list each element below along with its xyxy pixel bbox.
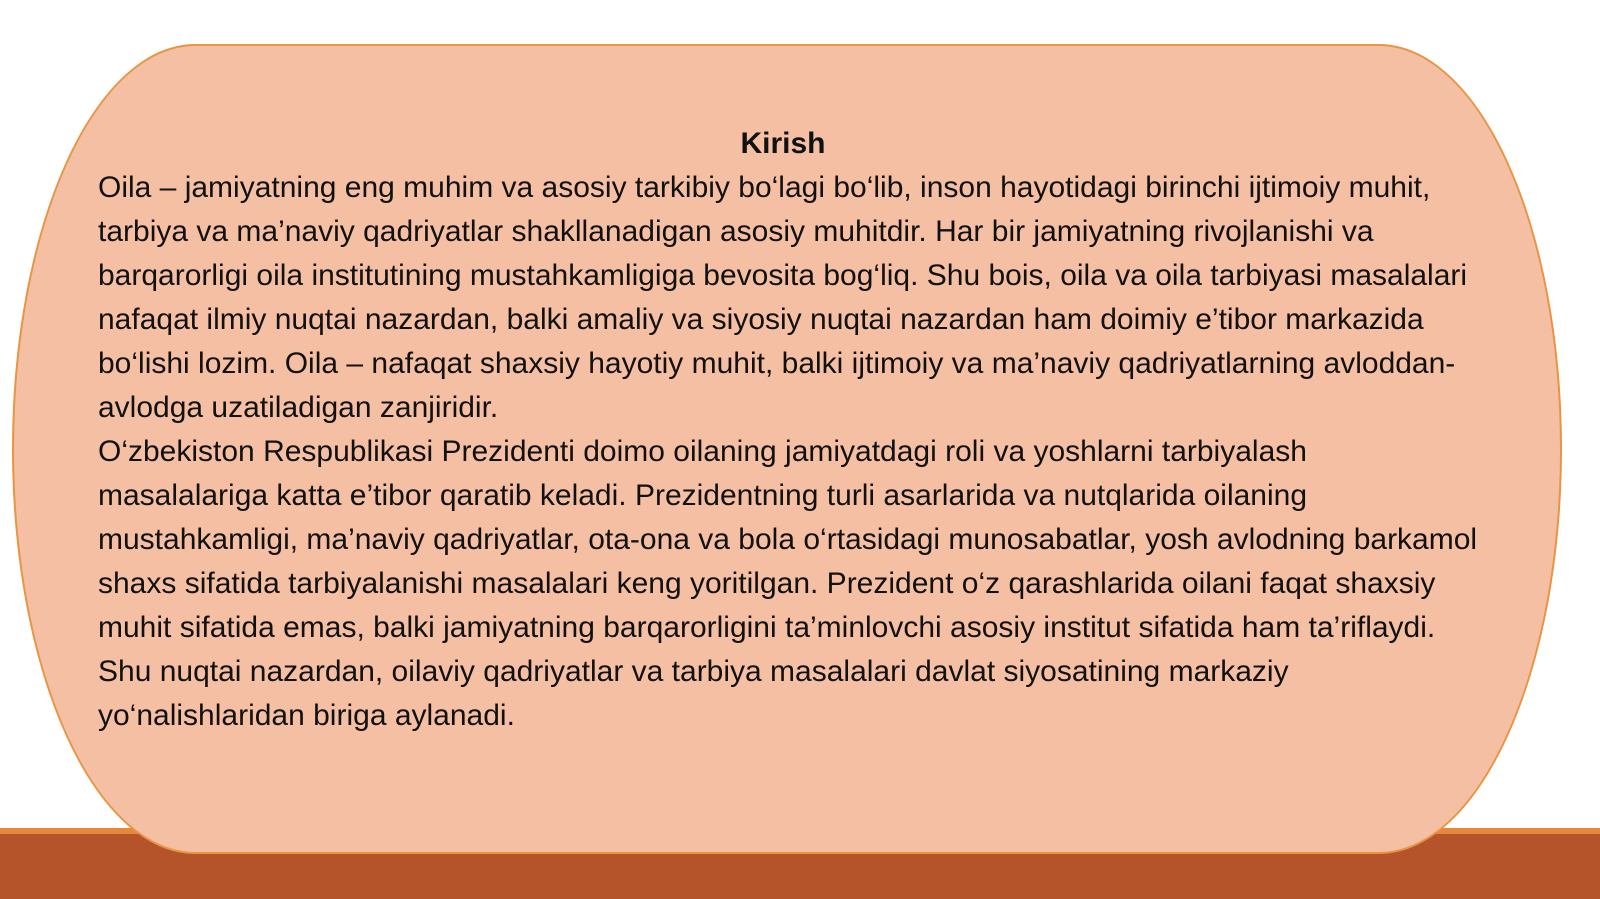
- slide-heading: Kirish: [740, 127, 826, 160]
- slide-text-box: [98, 122, 1478, 738]
- paragraph-president: O‘zbekiston Respublikasi Prezidenti doimo oilaning jamiyatdagi roli va yoshlarni tarbiyalash masalalariga katta e’tibor qaratib keladi. Prezidentning turli asarlarida va nutqlarida oilaning mustahkamligi, ma’naviy qadriyatlar, ota-ona va bola o‘rtasidagi munosabatlar, yosh avlodning barkamol shaxs sifatida tarbiyalanishi masalalari keng yoritilgan. Prezident o‘z qarashlarida oilani faqat shaxsiy muhit sifatida emas, balki jamiyatning barqarorligini ta’minlovchi asosiy institut sifatida ham ta’riflaydi. Shu nuqtai nazardan, oilaviy qadriyatlar va tarbiya masalalari davlat siyosatining markaziy yo‘nalishlaridan biriga aylanadi.: [98, 435, 1478, 732]
- paragraph-intro: Oila – jamiyatning eng muhim va asosiy tarkibiy bo‘lagi bo‘lib, inson hayotidagi birinchi ijtimoiy muhit, tarbiya va ma’naviy qadriyatlar shakllanadigan asosiy muhitdir. Har bir jamiyatning rivojlanishi va barqarorligi oila institutining mustahkamligiga bevosita bog‘liq. Shu bois, oila va oila tarbiyasi masalalari nafaqat ilmiy nuqtai nazardan, balki amaliy va siyosiy nuqtai nazardan ham doimiy e’tibor markazida bo‘lishi lozim. Oila – nafaqat shaxsiy hayotiy muhit, balki ijtimoiy va ma’naviy qadriyatlarning avloddan-avlodga uzatiladigan zanjiridir.: [98, 171, 1468, 424]
